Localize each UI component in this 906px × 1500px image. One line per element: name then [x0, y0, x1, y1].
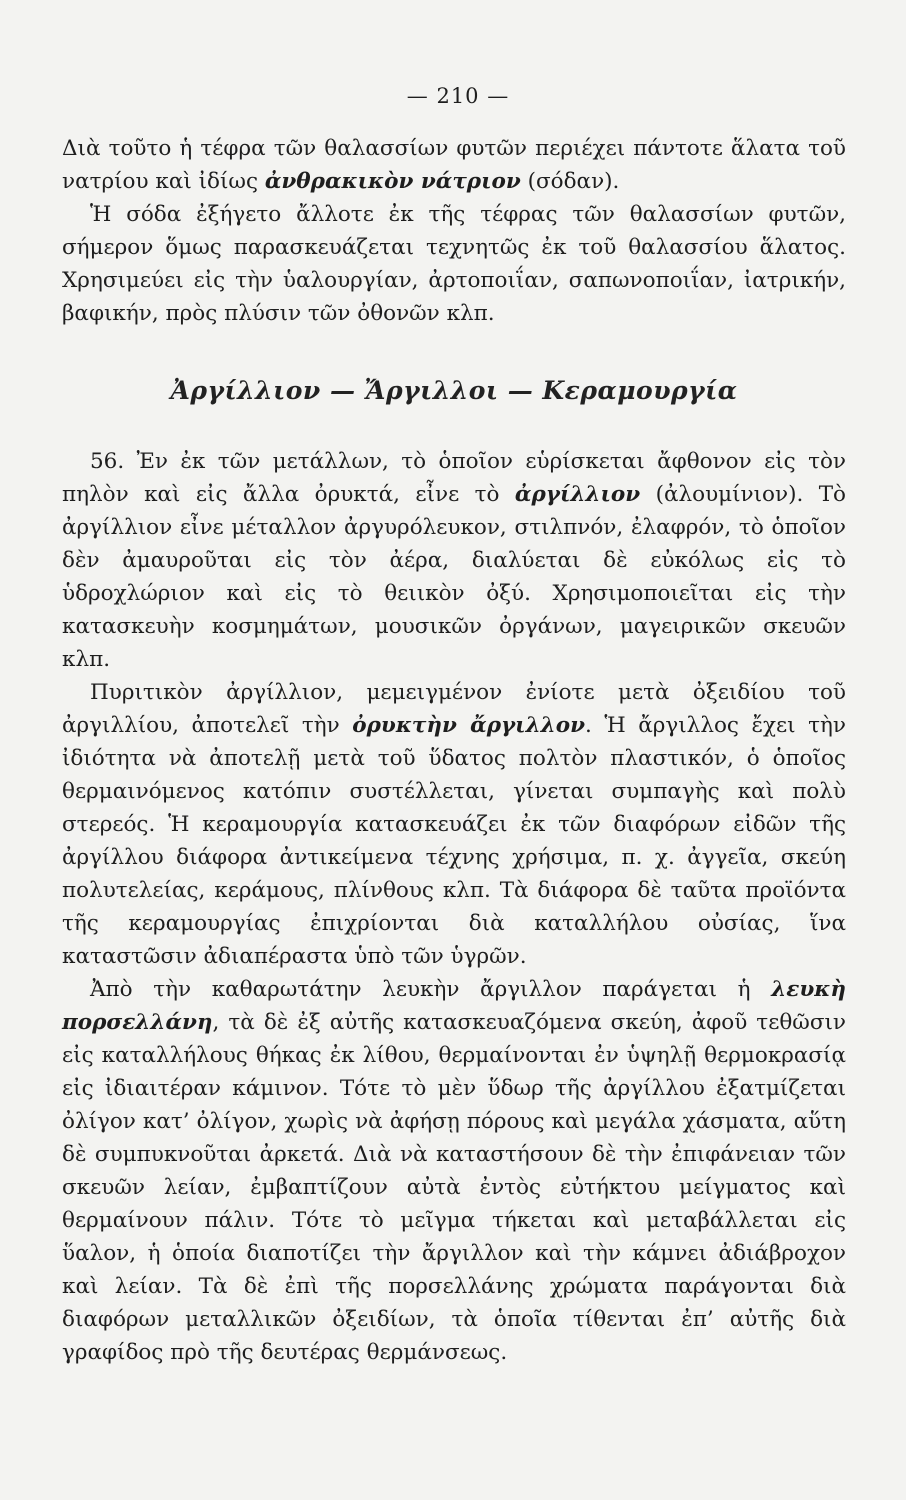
text-span: 56. Ἐν ἐκ τῶν μετάλλων, τὸ ὁποῖον εὑρίσκεται ἄφθονον εἰς τὸν πηλὸν καὶ εἰς ἄλλα ὀρυκτά, εἶνε τὸ	[62, 449, 846, 507]
text-span: , τὰ δὲ ἐξ αὐτῆς κατασκευαζόμενα σκεύη, ἀφοῦ τεθῶσιν εἰς καταλλήλους θήκας ἐκ λίθου, θερμαίνονται ἐν ὑψηλῇ θερμοκρασίᾳ εἰς ἰδιαιτέραν κάμινον. Τότε τὸ μὲν ὕδωρ τῆς ἀργίλλου ἐξατμίζεται ὀλίγον κατ’ ὀλίγον, χωρὶς νὰ ἀφήσῃ πόρους καὶ μεγάλα χάσματα, αὕτη δὲ συμπυκνοῦται ἀρκετά. Διὰ νὰ καταστήσουν δὲ τὴν ἐπιφάνειαν τῶν σκευῶν λείαν, ἐμβαπτίζουν αὐτὰ ἐντὸς εὐτήκτου μείγματος καὶ θερμαίνουν πάλιν. Τότε τὸ μεῖγμα τήκεται καὶ μεταβάλλεται εἰς ὕαλον, ἡ ὁποία διαποτίζει τὴν ἄργιλλον καὶ τὴν κάμνει ἀδιάβροχον καὶ λείαν. Τὰ δὲ ἐπὶ τῆς πορσελλάνης χρώματα παράγονται διὰ διαφόρων μεταλλικῶν ὀξειδίων, τὰ ὁποῖα τίθενται ἐπ’ αὐτῆς διὰ γραφίδος πρὸ τῆς δευτέρας θερμάνσεως.	[62, 1010, 846, 1365]
emphasis-white-porcelain: λευκὴ πορσελλάνη	[62, 977, 846, 1035]
text-span: Διὰ τοῦτο ἡ τέφρα τῶν θαλασσίων φυτῶν περιέχει πάντοτε ἅλατα τοῦ νατρίου καὶ ἰδίως	[62, 136, 846, 194]
text-span: (ἀλουμίνιον). Τὸ ἀργίλλιον εἶνε μέταλλον ἀργυρόλευκον, στιλπνόν, ἐλαφρόν, τὸ ὁποῖον δὲν ἀμαυροῦται εἰς τὸν ἀέρα, διαλύεται δὲ εὐκόλως εἰς τὸ ὑδροχλώριον καὶ εἰς τὸ θειικὸν ὀξύ. Χρησιμοποιεῖται εἰς τὴν κατασκευὴν κοσμημάτων, μουσικῶν ὀργάνων, μαγειρικῶν σκευῶν κλπ.	[62, 482, 847, 672]
text-span: Πυριτικὸν ἀργίλλιον, μεμειγμένον ἐνίοτε μετὰ ὀξειδίου τοῦ ἀργιλλίου, ἀποτελεῖ τὴν	[62, 680, 846, 738]
page-number: — 210 —	[406, 84, 510, 108]
paragraph-5	[62, 973, 846, 1369]
text-span: Ἀπὸ τὴν καθαρωτάτην λευκὴν ἄργιλλον παράγεται ἡ	[90, 977, 772, 1002]
paragraph-4	[62, 676, 846, 973]
emphasis-mineral-clay: ὀρυκτὴν ἄργιλλον	[352, 713, 585, 738]
emphasis-sodium-carbonate: ἀνθρακικὸν νάτριον	[264, 169, 521, 194]
emphasis-aluminium: ἀργίλλιον	[514, 482, 641, 507]
paragraph-1	[62, 132, 846, 198]
paragraph-2: Ἡ σόδα ἐξήγετο ἄλλοτε ἐκ τῆς τέφρας τῶν θαλασσίων φυτῶν, σήμερον ὅμως παρασκευάζεται τεχνητῶς ἐκ τοῦ θαλασσίου ἅλατος. Χρησιμεύει εἰς τὴν ὑαλουργίαν, ἀρτοποιΐαν, σαπωνοποιΐαν, ἰατρικήν, βαφικήν, πρὸς πλύσιν τῶν ὀθονῶν κλπ.	[62, 202, 846, 326]
section-heading: Ἀργίλλιον — Ἄργιλλοι — Κεραμουργία	[170, 376, 738, 405]
text-span: . Ἡ ἄργιλλος ἔχει τὴν ἰδιότητα νὰ ἀποτελῇ μετὰ τοῦ ὕδατος πολτὸν πλαστικόν, ὁ ὁποῖος θερμαινόμενος κατόπιν συστέλλεται, γίνεται συμπαγὴς καὶ πολὺ στερεός. Ἡ κεραμουργία κατασκευάζει ἐκ τῶν διαφόρων εἰδῶν τῆς ἀργίλλου διάφορα ἀντικείμενα τέχνης χρήσιμα, π. χ. ἀγγεῖα, σκεύη πολυτελείας, κεράμους, πλίνθους κλπ. Τὰ διάφορα δὲ ταῦτα προϊόντα τῆς κεραμουργίας ἐπιχρίονται διὰ καταλλήλου οὐσίας, ἵνα καταστῶσιν ἀδιαπέραστα ὑπὸ τῶν ὑγρῶν.	[62, 713, 846, 969]
paragraph-3	[62, 445, 846, 676]
text-span: (σόδαν).	[520, 169, 620, 194]
